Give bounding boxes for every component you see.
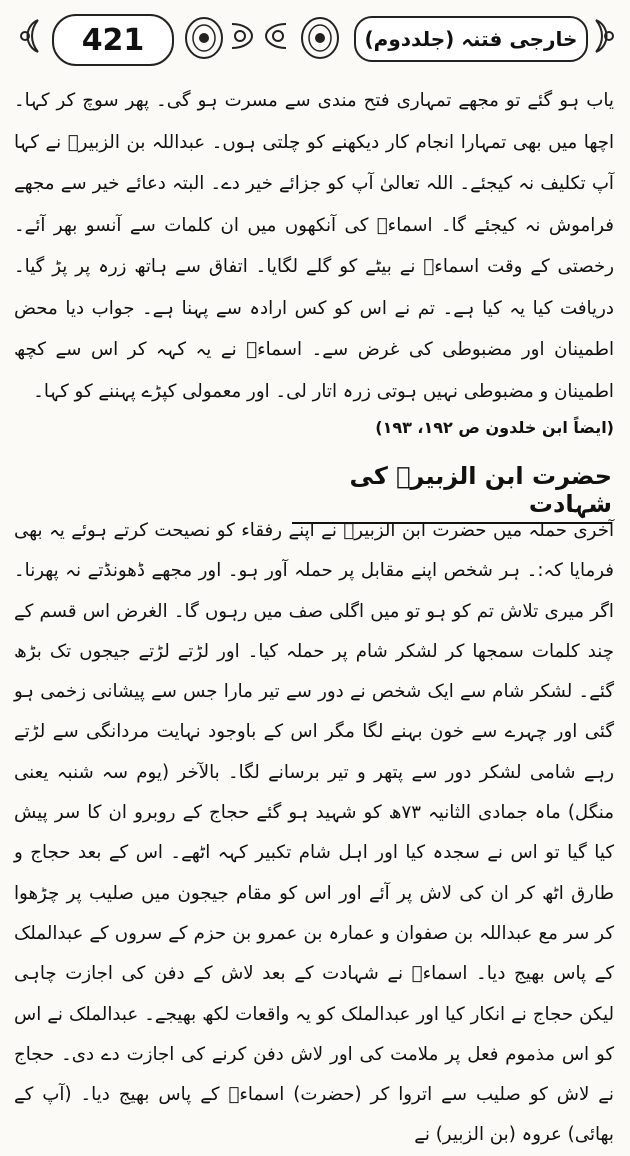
medallion-icon xyxy=(184,16,224,60)
running-title-frame xyxy=(354,16,588,62)
page-number: 421 xyxy=(81,22,145,58)
section-heading: حضرت ابن الزبیرؓ کی شہادت xyxy=(292,462,612,524)
page-number-frame xyxy=(52,14,174,66)
body-paragraph-2: آخری حملہ میں حضرت ابن الزبیرؓ نے اپنے رفقاء کو نصیحت کرتے ہوئے یہ بھی فرمایا کہ:۔ ہر شخص اپنے مقابل پر حملہ آور ہو۔ اور مجھے ڈھونڈتے نہ پھرنا۔ اگر میری تلاش تم کو ہو تو میں اگلی صف میں رہوں گا۔ الغرض اس قسم کے چند کلمات سمجھا کر لشکر شام پر حملہ کیا۔ اور لڑتے لڑتے جیجوں تک بڑھ گئے۔ لشکر شام سے ایک شخص نے دور سے تیر مارا جس سے پیشانی زخمی ہو گئی اور چہرے سے خون بہنے لگا مگر اس کے باوجود نہایت مردانگی سے لڑتے رہے شامی لشکر دور سے پتھر و تیر برسانے لگا۔ بالآخر (یوم سہ شنبہ یعنی منگل) ماہ جمادی الثانیہ ۷۳ھ کو شہید ہو گئے حجاج کے روبرو ان کا سر پیش کیا گیا تو اس نے سجدہ کیا اور اہل شام تکبیر کہہ اٹھے۔ اس کے بعد حجاج و طارق اٹھ کر ان کی لاش پر آئے اور اس کو مقام جیجون میں صلیب پر چڑھوا کر سر مع عبداللہ بن صفوان و عمارہ بن عمرو بن حزم کے سروں کے عبدالملک کے پاس بھیج دیا۔ اسماءؓ نے شہادت کے بعد لاش کے دفن کی اجازت چاہی لیکن حجاج نے انکار کیا اور عبدالملک کو یہ واقعات لکھ بھیجے۔ عبدالملک نے اس کو اس مذموم فعل پر ملامت کی اور لاش دفن کرنے کی اجازت دے دی۔ حجاج نے لاش کو صلیب سے اتروا کر (حضرت) اسماءؓ کے پاس بھیج دیا۔ (آپ کے بھائی) عروہ (بن الزبیر) نے xyxy=(14,520,614,1146)
body-paragraph-1: یاب ہو گئے تو مجھے تمہاری فتح مندی سے مسرت ہو گی۔ پھر سوچ کر کہا۔ اچھا میں بھی تمہارا انجام کار دیکھنے کو چلتی ہوں۔ عبداللہ بن الزبیرؓ نے کہا آپ تکلیف نہ کیجئے۔ اللہ تعالیٰ آپ کو جزائے خیر دے۔ البتہ دعائے خیر سے مجھے فراموش نہ کیجئے گا۔ اسماءؓ کی آنکھوں میں ان کلمات سے آنسو بھر آئے۔ رخصتی کے وقت اسماءؓ نے بیٹے کو گلے لگایا۔ اتفاق سے ہاتھ زرہ پر پڑ گیا۔ دریافت کیا یہ کیا ہے۔ تم نے اس کو کس ارادہ سے پہنا ہے۔ جواب دیا محض اطمینان اور مضبوطی کی غرض سے۔ اسماءؓ نے یہ کہہ کر اس سے کچھ اطمینان و مضبوطی نہیں ہوتی زرہ اتار لی۔ اور معمولی کپڑے پہننے کو کہا۔ xyxy=(14,90,614,402)
middle-floral-ornament-icon xyxy=(262,16,290,56)
left-floral-ornament-icon xyxy=(16,16,44,56)
running-title: خارجی فتنہ (جلددوم) xyxy=(364,27,578,51)
source-reference: (ایضاً ابن خلدون ص ۱۹۲، ۱۹۳) xyxy=(375,418,614,437)
right-floral-ornament-icon xyxy=(590,16,618,56)
medallion-icon xyxy=(300,16,340,60)
middle-floral-ornament-icon xyxy=(228,16,256,56)
page-header xyxy=(14,6,618,68)
